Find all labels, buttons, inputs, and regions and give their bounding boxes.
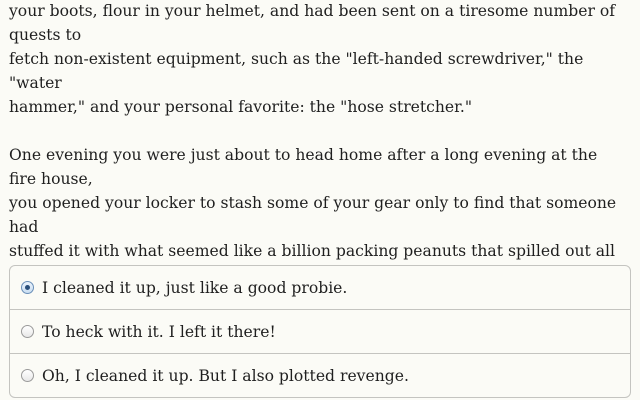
story-line: fetch non-existent equipment, such as the "left-handed screwdriver," the "water	[9, 50, 584, 92]
choice-option-1[interactable]	[10, 266, 630, 309]
story-line: hammer," and your personal favorite: the "hose stretcher."	[9, 98, 473, 116]
radio-unselected-icon[interactable]	[21, 325, 34, 338]
radio-unselected-icon[interactable]	[21, 369, 34, 382]
choice-label: Oh, I cleaned it up. But I also plotted revenge.	[42, 366, 409, 385]
story-line: your boots, flour in your helmet, and had been sent on a tiresome number of quests to	[9, 2, 616, 44]
story-line: you opened your locker to stash some of your gear only to find that someone had	[9, 194, 617, 236]
choice-option-2[interactable]	[10, 309, 630, 353]
story-line: stuffed it with what seemed like a billion packing peanuts that spilled out all	[9, 242, 615, 260]
radio-selected-icon[interactable]	[21, 281, 34, 294]
story-paragraph	[9, 0, 629, 119]
story-line: One evening you were just about to head home after a long evening at the fire house,	[9, 146, 598, 188]
choice-label: I cleaned it up, just like a good probie.	[42, 278, 348, 297]
choice-list	[9, 265, 631, 398]
choice-option-3[interactable]	[10, 353, 630, 397]
choice-label: To heck with it. I left it there!	[42, 322, 276, 341]
